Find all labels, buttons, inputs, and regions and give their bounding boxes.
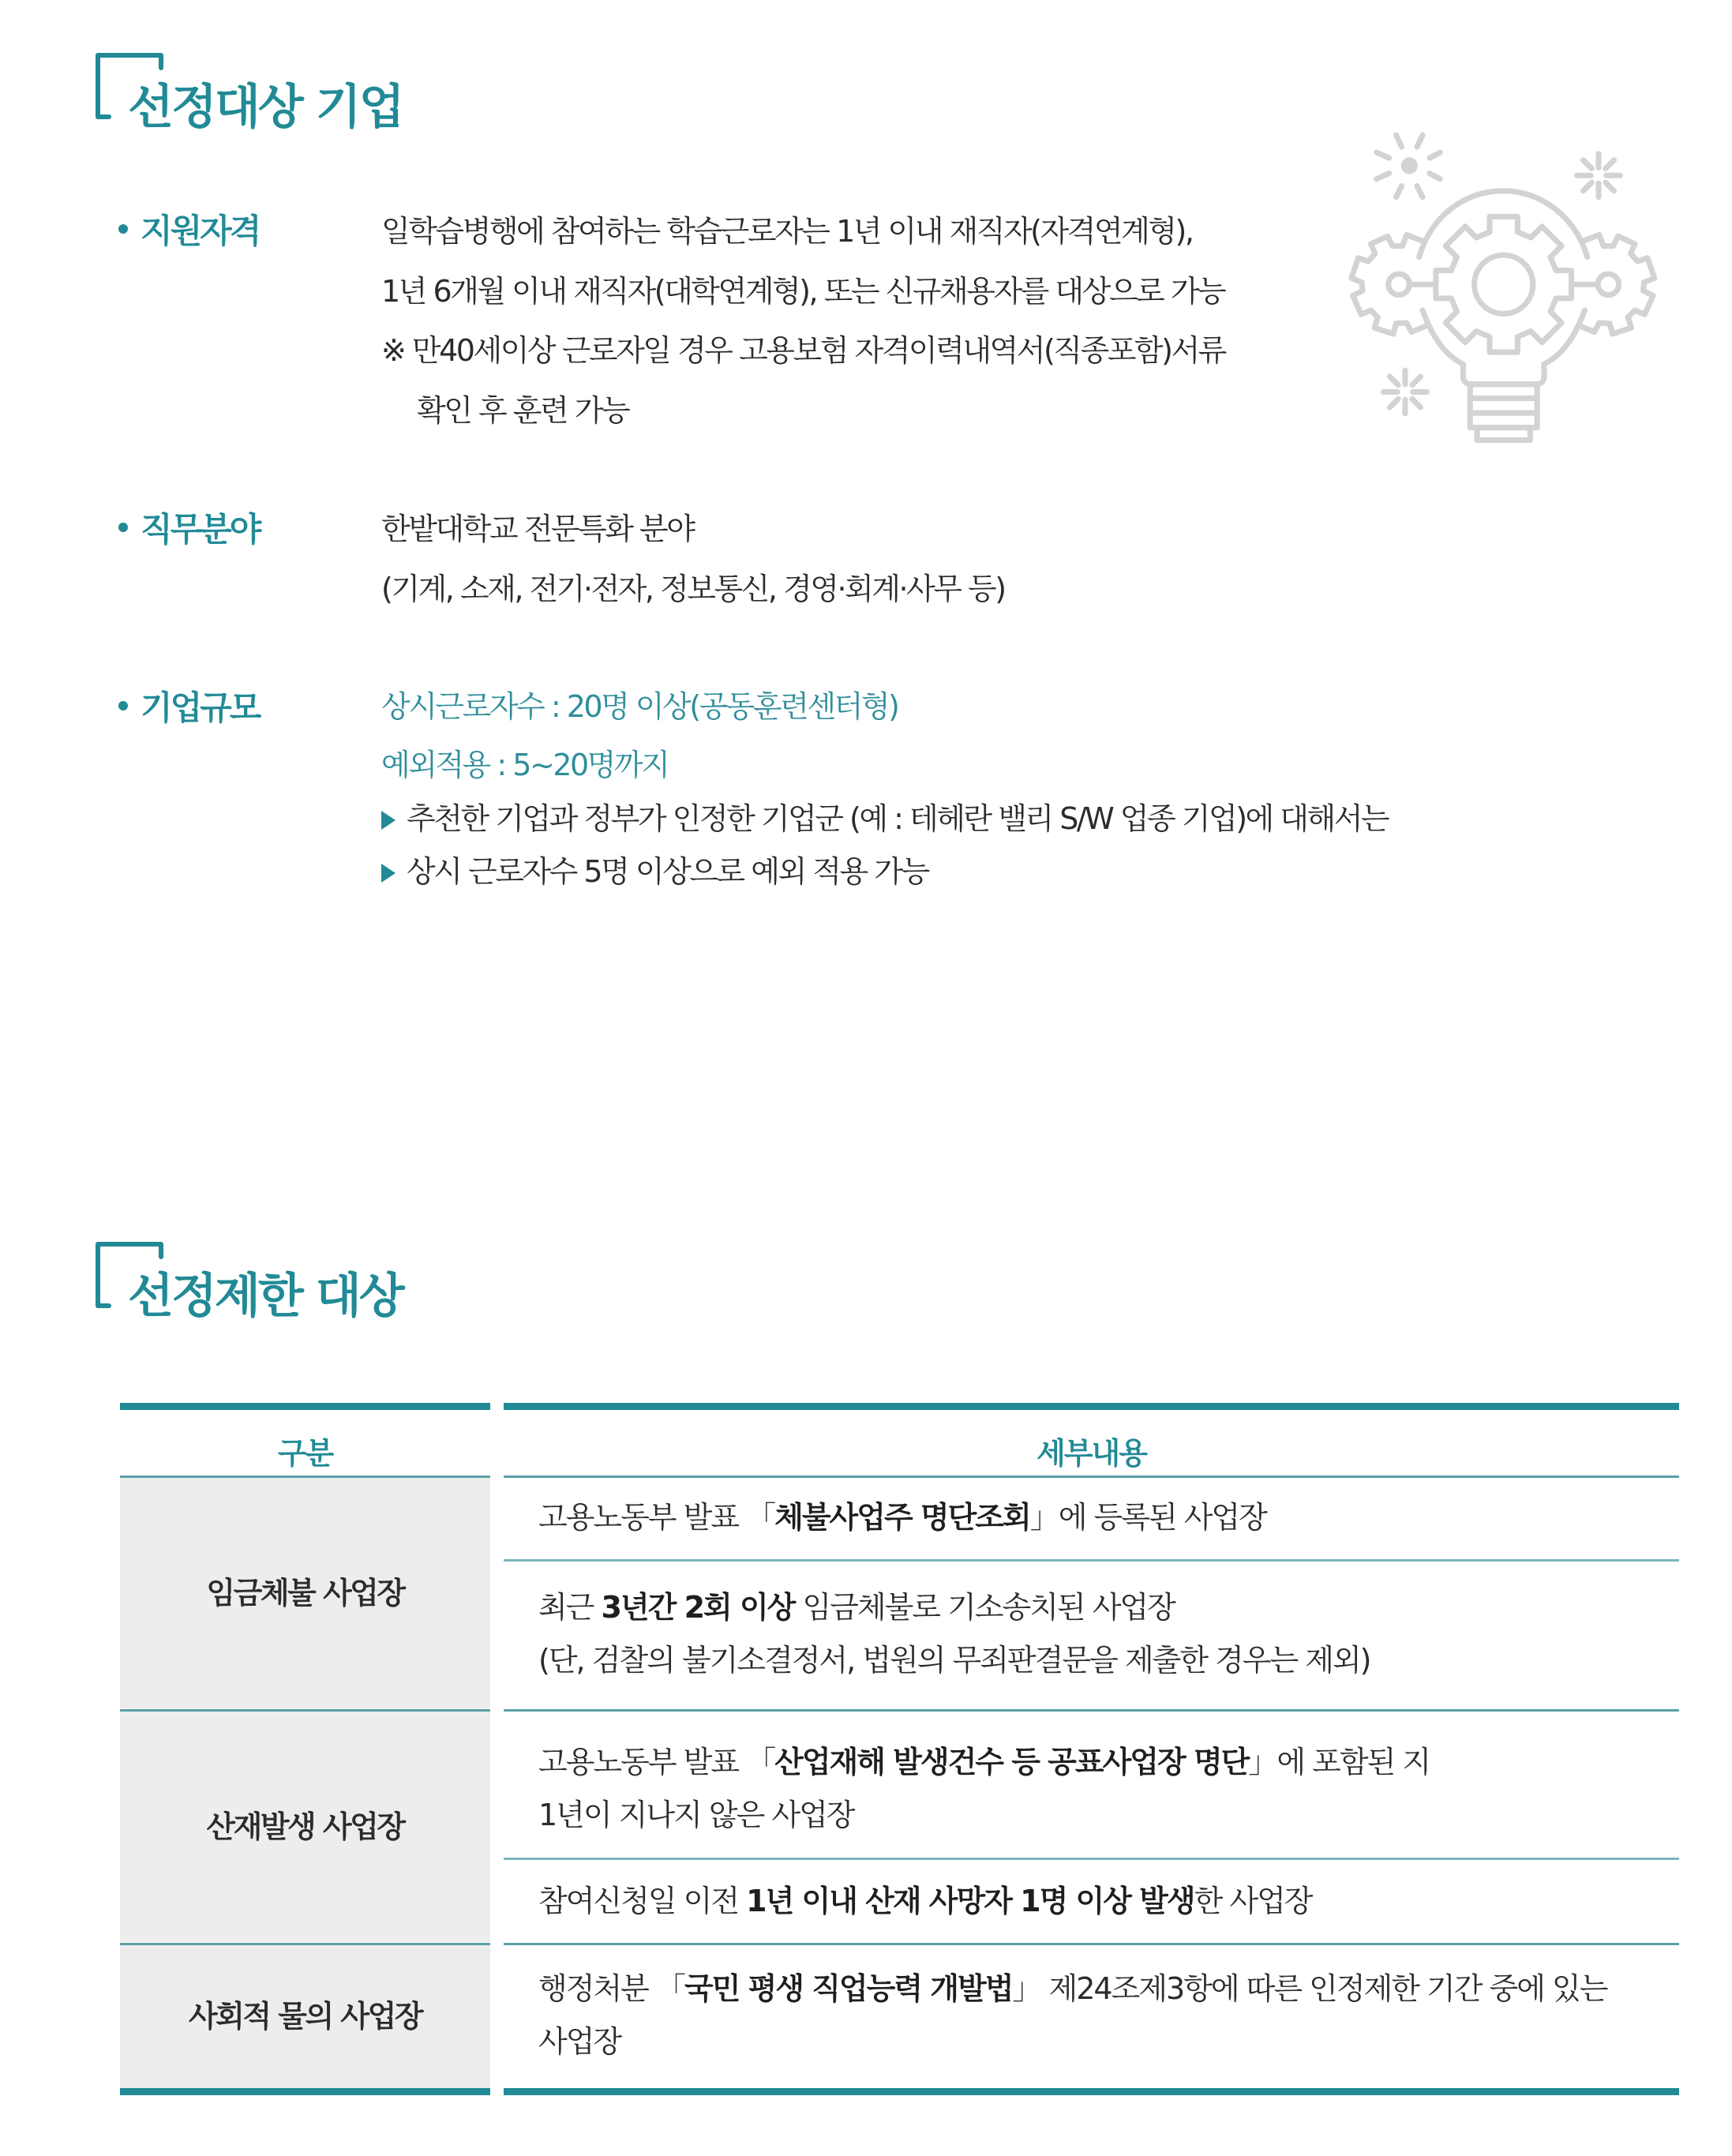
detail-row (538, 1886, 1312, 1916)
company-size-arrow-line-2 (381, 854, 928, 889)
company-size-requirement: 상시근로자수 : 20명 이상(공동훈련센터형) (381, 689, 898, 724)
lightbulb-gears-icon (1326, 111, 1689, 474)
job-field-line-1: 한밭대학교 전문특화 분야 (381, 512, 694, 546)
row-rule-left (120, 1943, 490, 1945)
eligibility-line-2: 1년 6개월 이내 재직자(대학연계형), 또는 신규채용자를 대상으로 가능 (381, 274, 1225, 309)
detail-text: 최근 (538, 1590, 602, 1625)
row-rule-right (504, 1709, 1679, 1712)
sparkle-icon (1577, 154, 1621, 197)
sparkle-icon (1377, 135, 1441, 197)
detail-text: 」에 포함된 지 (1248, 1745, 1430, 1779)
detail-text: 고용노동부 발표 「 (538, 1500, 775, 1535)
company-size-arrow-line-1 (381, 801, 1389, 836)
label-job-field (118, 510, 260, 549)
row-rule-right (504, 1943, 1679, 1945)
detail-bold-text: 산업재해 발생건수 등 공표사업장 명단 (774, 1745, 1249, 1779)
eligibility-note-line-1: ※ 만40세이상 근로자일 경우 고용보험 자격이력내역서(직종포함)서류 (381, 333, 1225, 368)
detail-text: 참여신청일 이전 (538, 1884, 747, 1918)
arrow-line-text: 추천한 기업과 정부가 인정한 기업군 (예 : 테헤란 밸리 S/W 업종 기업)에 대해서는 (407, 801, 1389, 836)
label-text: 기업규모 (141, 688, 260, 727)
row-rule-left (120, 1709, 490, 1712)
arrow-line-text: 상시 근로자수 5명 이상으로 예외 적용 가능 (407, 854, 928, 889)
table-top-rule-right (504, 1403, 1679, 1410)
category-social-controversy: 사회적 물의 사업장 (188, 1999, 422, 2034)
header-category: 구분 (277, 1436, 333, 1471)
company-size-exception: 예외적용 : 5~20명까지 (381, 748, 669, 782)
section-title-restricted-targets: 선정제한 대상 (128, 1269, 403, 1324)
label-text: 직무분야 (141, 510, 260, 549)
detail-row-continuation (538, 1800, 854, 1830)
detail-row-continuation (538, 1643, 1370, 1678)
category-industrial-accident: 산재발생 사업장 (206, 1809, 404, 1844)
bullet-dot-icon (118, 701, 128, 711)
detail-text: 임금체불로 기소송치된 사업장 (794, 1590, 1175, 1625)
detail-row (538, 1500, 1266, 1535)
section-title-selection-target: 선정대상 기업 (128, 80, 403, 135)
detail-row (538, 1971, 1607, 2006)
eligibility-line-1: 일학습병행에 참여하는 학습근로자는 1년 이내 재직자(자격연계형), (381, 214, 1193, 249)
bullet-dot-icon (118, 224, 128, 234)
detail-text: 한 사업장 (1194, 1884, 1312, 1918)
detail-text: (단, 검찰의 불기소결정서, 법원의 무죄판결문을 제출한 경우는 제외) (538, 1643, 1370, 1678)
eligibility-note-line-2: 확인 후 훈련 가능 (417, 393, 629, 428)
bullet-dot-icon (118, 523, 128, 532)
detail-bold-text: 국민 평생 직업능력 개발법 (684, 1971, 1013, 2006)
detail-text: 」에 등록된 사업장 (1029, 1500, 1266, 1535)
detail-row-continuation (538, 2024, 621, 2059)
detail-text: 행정처분 「 (538, 1971, 684, 2006)
header-rule-right (504, 1475, 1679, 1478)
label-text: 지원자격 (141, 212, 260, 250)
label-company-size (118, 688, 260, 727)
label-eligibility (118, 212, 260, 250)
job-field-line-2: (기계, 소재, 전기·전자, 정보통신, 경영·회계·사무 등) (381, 572, 1005, 606)
detail-text: 사업장 (538, 2024, 621, 2059)
detail-row (538, 1590, 1175, 1625)
detail-row (538, 1747, 1430, 1777)
detail-text: 」 제24조제3항에 따른 인정제한 기간 중에 있는 (1012, 1971, 1607, 2006)
detail-bold-text: 1년 이내 산재 사망자 1명 이상 발생 (746, 1884, 1194, 1918)
triangle-bullet-icon (381, 811, 396, 830)
sparkle-icon (1384, 370, 1427, 414)
row-divider (504, 1858, 1679, 1860)
detail-bold-text: 3년간 2회 이상 (601, 1590, 795, 1625)
detail-text: 고용노동부 발표 「 (538, 1745, 775, 1779)
category-wage-arrears: 임금체불 사업장 (206, 1576, 404, 1610)
detail-text: 1년이 지나지 않은 사업장 (538, 1798, 854, 1832)
triangle-bullet-icon (381, 864, 396, 883)
detail-bold-text: 체불사업주 명단조회 (774, 1500, 1030, 1535)
row-divider (504, 1559, 1679, 1562)
table-bottom-rule-right (504, 2088, 1679, 2095)
header-details: 세부내용 (1037, 1436, 1146, 1471)
table-top-rule-left (120, 1403, 490, 1410)
table-bottom-rule-left (120, 2088, 490, 2095)
